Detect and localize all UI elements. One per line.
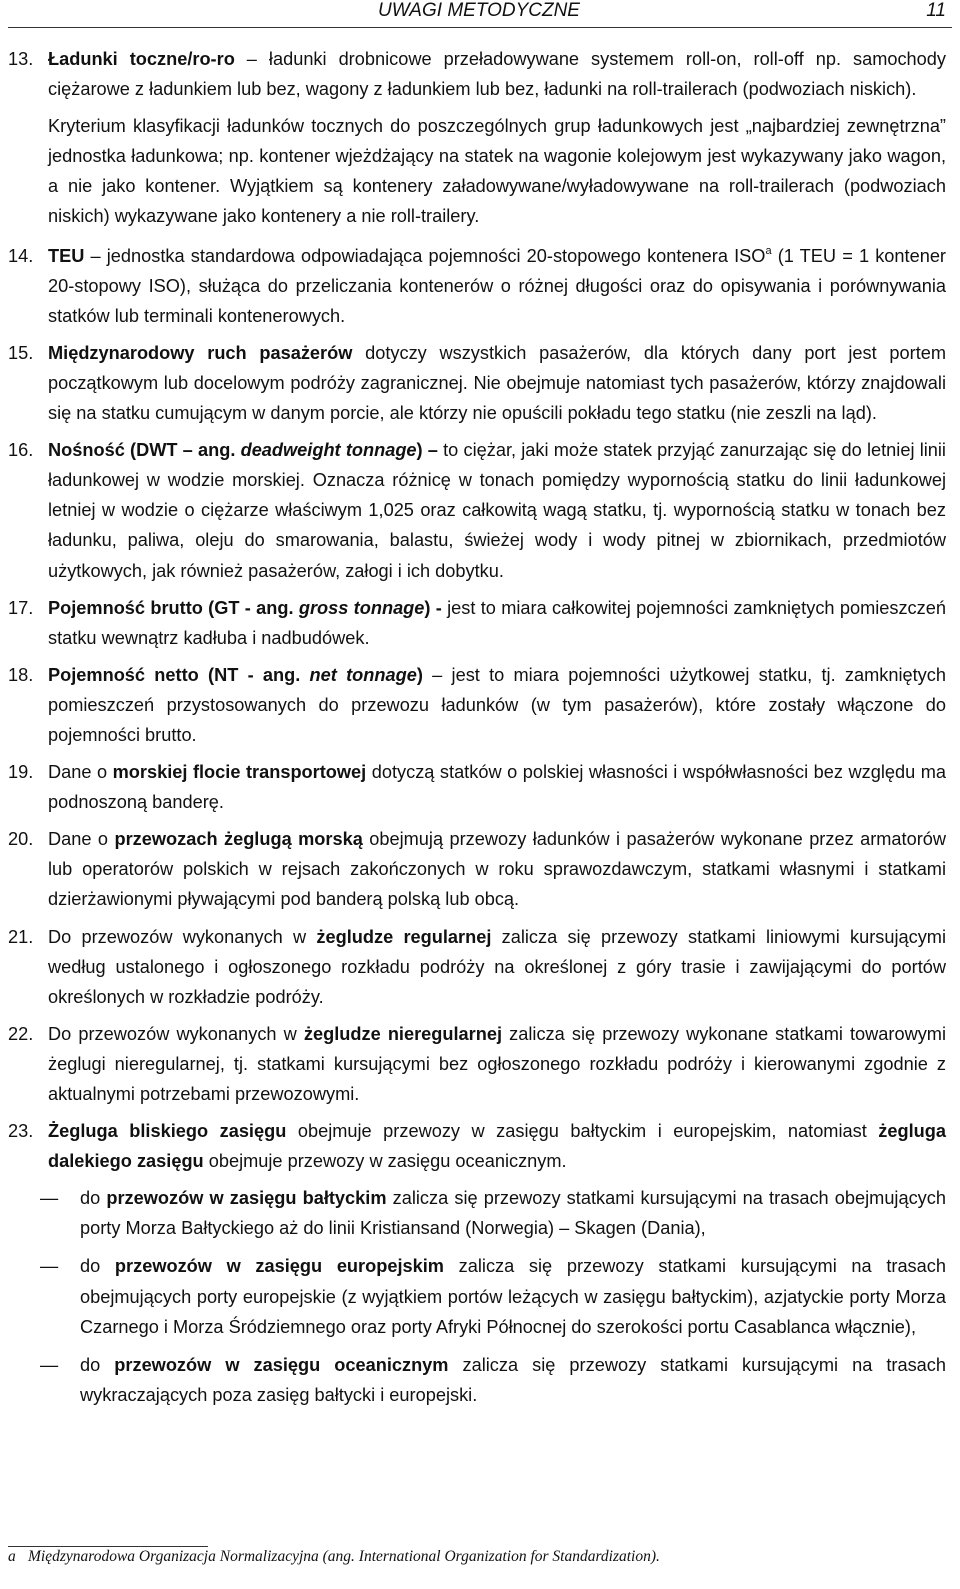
text-run: obejmują przewozy ładunków i pasażerów wykonane przez armatorów lub operatorów polskich w rejsach zakończonych w roku sprawozdawczym, statkami własnymi i statkami dzierżawionymi pływającymi pod banderą polską lub obcą. xyxy=(48,829,947,910)
bold-term: przewozów w zasięgu bałtyckim xyxy=(106,1188,387,1209)
item-number: 20. xyxy=(8,829,34,850)
text-run: Kryterium klasyfikacji ładunków tocznych do poszczególnych grup ładunkowych jest „najbardziej zewnętrzna” jednostka ładunkowa; np. kontener wjeżdżający na statek na wagonie kolejowym jest wykazywany jako wagon, a nie jako kontener. Wyjątkiem są kontenery załadowywane/wyładowywane na roll-trailerach (podwoziach niskich) wykazywane jako kontenery a nie roll-trailery. xyxy=(48,116,946,227)
bold-italic-term: net tonnage xyxy=(309,664,417,685)
definition-item xyxy=(8,1116,946,1176)
text-run: do xyxy=(80,1354,115,1375)
bold-italic-term: deadweight tonnage xyxy=(240,440,417,461)
item-number: 17. xyxy=(8,597,34,618)
list-dash: — xyxy=(40,1256,59,1277)
item-number: 21. xyxy=(8,926,34,947)
text-run: zalicza się przewozy statkami liniowymi kursującymi według ustalonego i ogłoszonego rozkładu podróży na określonej z góry trasie i zawijającymi do portów określonych w rozkładzie podróży. xyxy=(48,926,946,1007)
dash-list-item xyxy=(8,1251,946,1341)
text-run: Dane o xyxy=(48,829,115,850)
text-run: dotyczy wszystkich pasażerów, dla których dany port jest portem początkowym lub docelowym podróży zagranicznej. Nie obejmuje natomiast tych pasażerów, którzy znajdowali się na statku cumującym w danym porcie, ale którzy nie opuścili pokładu tego statku (nie zeszli na ląd). xyxy=(48,342,947,424)
page-header xyxy=(0,0,960,30)
text-run: do xyxy=(80,1188,107,1209)
bold-term: ) xyxy=(416,664,423,685)
text-run: obejmuje przewozy w zasięgu oceanicznym. xyxy=(203,1151,567,1172)
text-run: – ładunki drobnicowe przeładowywane systemem roll-on, roll-off np. samochody ciężarowe z ładunkiem lub bez, wagony z ładunkiem lub bez, ładunki na roll-trailerach (podwoziach niskich). xyxy=(48,49,947,100)
footnote-text: Międzynarodowa Organizacja Normalizacyjna (ang. International Organization for Standardization). xyxy=(28,1548,660,1565)
item-number: 14. xyxy=(8,245,34,266)
item-number: 15. xyxy=(8,342,34,363)
item-number: 22. xyxy=(8,1023,34,1044)
continuation-paragraph xyxy=(8,111,946,231)
bold-term: żegluga dalekiego zasięgu xyxy=(48,1121,947,1172)
dash-list-item xyxy=(8,1350,946,1410)
bold-term: żegludze regularnej xyxy=(316,926,492,947)
bold-term: Nośność (DWT – ang. xyxy=(48,440,241,461)
bold-term: ) - xyxy=(424,597,442,618)
footnote xyxy=(8,1548,660,1566)
item-number: 16. xyxy=(8,440,34,461)
item-number: 18. xyxy=(8,664,34,685)
dash-list-item xyxy=(8,1183,946,1243)
definition-item xyxy=(8,435,946,585)
header-rule xyxy=(8,27,952,28)
text-run: do xyxy=(80,1256,115,1277)
bold-term: Międzynarodowy ruch pasażerów xyxy=(48,342,353,363)
bold-term: przewozów w zasięgu europejskim xyxy=(114,1256,444,1277)
document-body xyxy=(8,44,946,1418)
bold-term: żegludze nieregularnej xyxy=(303,1023,503,1044)
definition-item xyxy=(8,1019,946,1109)
bold-term: Pojemność netto (NT - ang. xyxy=(48,664,310,685)
bold-term: morskiej flocie transportowej xyxy=(112,762,367,783)
item-number: 19. xyxy=(8,762,34,783)
text-run: jest to miara całkowitej pojemności zamkniętych pomieszczeń statku wewnątrz kadłuba i nadbudówek. xyxy=(48,597,946,648)
text-run: dotyczą statków o polskiej własności i współwłasności bez względu ma podnoszoną banderę. xyxy=(48,762,946,813)
text-run: – jest to miara pojemności użytkowej statku, tj. zamkniętych pomieszczeń przystosowanych do przewozu ładunków (w tym pasażerów), które zostały włączone do pojemności brutto. xyxy=(48,664,946,745)
item-number: 13. xyxy=(8,49,34,69)
definition-item xyxy=(8,44,946,104)
footnote-rule xyxy=(8,1546,208,1547)
definition-item xyxy=(8,824,946,914)
text-run: zalicza się przewozy statkami kursującymi na trasach obejmujących porty Morza Bałtyckiego aż do linii Kristiansand (Norwegia) – Skagen (Dania), xyxy=(80,1188,946,1239)
text-run: (1 TEU = 1 kontener 20-stopowy ISO), służąca do przeliczania kontenerów o różnej długości oraz do opisywania i porównywania statków lub terminali kontenerowych. xyxy=(48,245,946,326)
item-number: 23. xyxy=(8,1121,34,1142)
page-number: 11 xyxy=(926,0,946,21)
text-run: Do przewozów wykonanych w xyxy=(48,926,317,947)
running-header-title: UWAGI METODYCZNE xyxy=(378,0,580,21)
bold-term: TEU xyxy=(48,245,85,266)
definition-item xyxy=(8,660,946,750)
definition-item xyxy=(8,593,946,653)
bold-term: ) – xyxy=(416,440,438,461)
footnote-reference: a xyxy=(765,244,772,257)
bold-term: przewozów w zasięgu oceanicznym xyxy=(114,1354,449,1375)
definition-item xyxy=(8,241,946,331)
bold-term: Żegluga bliskiego zasięgu xyxy=(48,1121,287,1142)
text-run: – jednostka standardowa odpowiadająca pojemności 20-stopowego kontenera ISO xyxy=(84,245,766,266)
text-run: to ciężar, jaki może statek przyjąć zanurzając się do letniej linii ładunkowej w wodzie morskiej. Oznacza różnicę w tonach pomiędzy wypornością statku do linii ładunkowej letniej w wodzie o ciężarze właściwym 1,025 oraz całkowitą wagą statku, tj. wypornością statku w tonach bez ładunku, paliwa, oleju do smarowania, balastu, świeżej wody i wody pitnej w zbiornikach, przedmiotów użytkowych, jak również pasażerów, załogi i ich dobytku. xyxy=(48,440,946,581)
list-dash: — xyxy=(40,1188,59,1209)
text-run: zalicza się przewozy statkami kursującymi na trasach wykraczających poza zasięg bałtycki i europejski. xyxy=(80,1354,946,1405)
bold-term: Ładunki toczne/ro-ro xyxy=(48,49,235,69)
list-dash: — xyxy=(40,1354,59,1375)
text-run: Do przewozów wykonanych w xyxy=(48,1023,304,1044)
definition-item xyxy=(8,922,946,1012)
bold-italic-term: gross tonnage xyxy=(298,597,425,618)
text-run: zalicza się przewozy statkami kursującymi na trasach obejmujących porty europejskie (z wyjątkiem portów leżących w zasięgu bałtyckim), azjatyckie porty Morza Czarnego i Morza Śródziemnego oraz porty Afryki Północnej do szerokości portu Casablanca włącznie), xyxy=(80,1256,946,1337)
text-run: zalicza się przewozy wykonane statkami towarowymi żeglugi nieregularnej, tj. statkami kursującymi bez ogłoszonego rozkładu podróży i kierowanymi zgodnie z aktualnymi potrzebami przewozowymi. xyxy=(48,1023,947,1104)
definition-item xyxy=(8,338,946,428)
bold-term: Pojemność brutto (GT - ang. xyxy=(48,597,299,618)
text-run: obejmuje przewozy w zasięgu bałtyckim i europejskim, natomiast xyxy=(286,1121,879,1142)
definition-item xyxy=(8,757,946,817)
text-run: Dane o xyxy=(48,762,113,783)
footnote-mark: a xyxy=(8,1548,16,1565)
bold-term: przewozach żeglugą morską xyxy=(114,829,363,850)
